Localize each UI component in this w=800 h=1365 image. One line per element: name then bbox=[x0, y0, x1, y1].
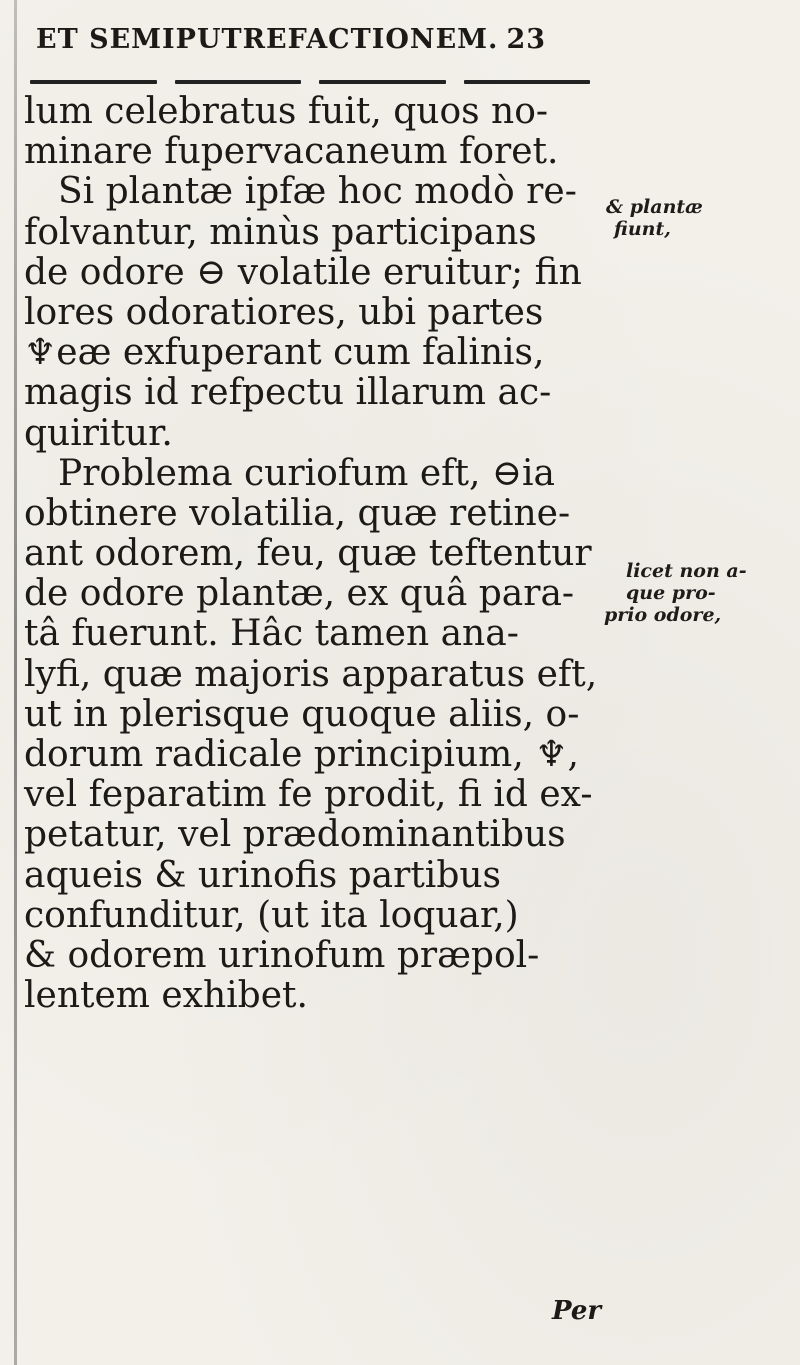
margin-note-line: fiunt, bbox=[614, 218, 671, 240]
page-number: 23 bbox=[506, 24, 547, 55]
text-line: Si plantæ ipfæ hoc modò re- bbox=[58, 171, 577, 213]
margin-note-line: licet non a- bbox=[626, 560, 747, 582]
header-rule bbox=[30, 80, 590, 84]
text-line: folvantur, minùs participans bbox=[24, 211, 537, 253]
text-line: lyfi, quæ majoris apparatus eft, bbox=[24, 653, 598, 695]
page-gutter-edge bbox=[14, 0, 17, 1365]
text-line: obtinere volatilia, quæ retine- bbox=[24, 492, 571, 534]
rule-segment bbox=[464, 80, 591, 84]
text-line: aqueis & urinofis partibus bbox=[24, 854, 502, 896]
margin-note-line: que pro- bbox=[626, 582, 716, 604]
text-line: lum celebratus fuit, quos no- bbox=[24, 91, 549, 132]
margin-note-line: & plantæ bbox=[606, 196, 703, 218]
text-line: minare fupervacaneum foret. bbox=[24, 131, 559, 173]
text-line: ut in plerisque quoque aliis, o- bbox=[24, 693, 580, 735]
text-line: ♆eæ exfuperant cum falinis, bbox=[24, 332, 545, 374]
rule-segment bbox=[175, 80, 302, 84]
catchword: Per bbox=[552, 1296, 602, 1326]
text-line: confunditur, (ut ita loquar,) bbox=[24, 894, 519, 936]
text-line: de odore ⊖ volatile eruitur; fin bbox=[24, 251, 582, 293]
running-header bbox=[36, 24, 636, 55]
text-line: Problema curiofum eft, ⊖ia bbox=[58, 452, 555, 494]
body-text bbox=[24, 92, 614, 1016]
text-line: tâ fuerunt. Hâc tamen ana- bbox=[24, 613, 519, 655]
text-line: vel feparatim fe prodit, fi id ex- bbox=[24, 774, 593, 816]
margin-note-line: prio odore, bbox=[604, 604, 722, 626]
margin-note bbox=[606, 196, 703, 240]
rule-segment bbox=[319, 80, 446, 84]
text-line: ant odorem, feu, quæ teftentur bbox=[24, 533, 592, 575]
rule-segment bbox=[30, 80, 157, 84]
text-line: petatur, vel prædominantibus bbox=[24, 814, 566, 856]
text-line: lores odoratiores, ubi partes bbox=[24, 291, 544, 333]
text-line: quiritur. bbox=[24, 412, 173, 454]
margin-note bbox=[604, 560, 747, 626]
text-line: lentem exhibet. bbox=[24, 975, 308, 1017]
text-line: dorum radicale principium, ♆, bbox=[24, 734, 579, 775]
text-line: magis id refpectu illarum ac- bbox=[24, 372, 552, 414]
text-line: de odore plantæ, ex quâ para- bbox=[24, 573, 575, 615]
running-title: ET SEMIPUTREFACTIONEM. bbox=[36, 24, 499, 55]
text-line: & odorem urinofum præpol- bbox=[24, 934, 540, 976]
